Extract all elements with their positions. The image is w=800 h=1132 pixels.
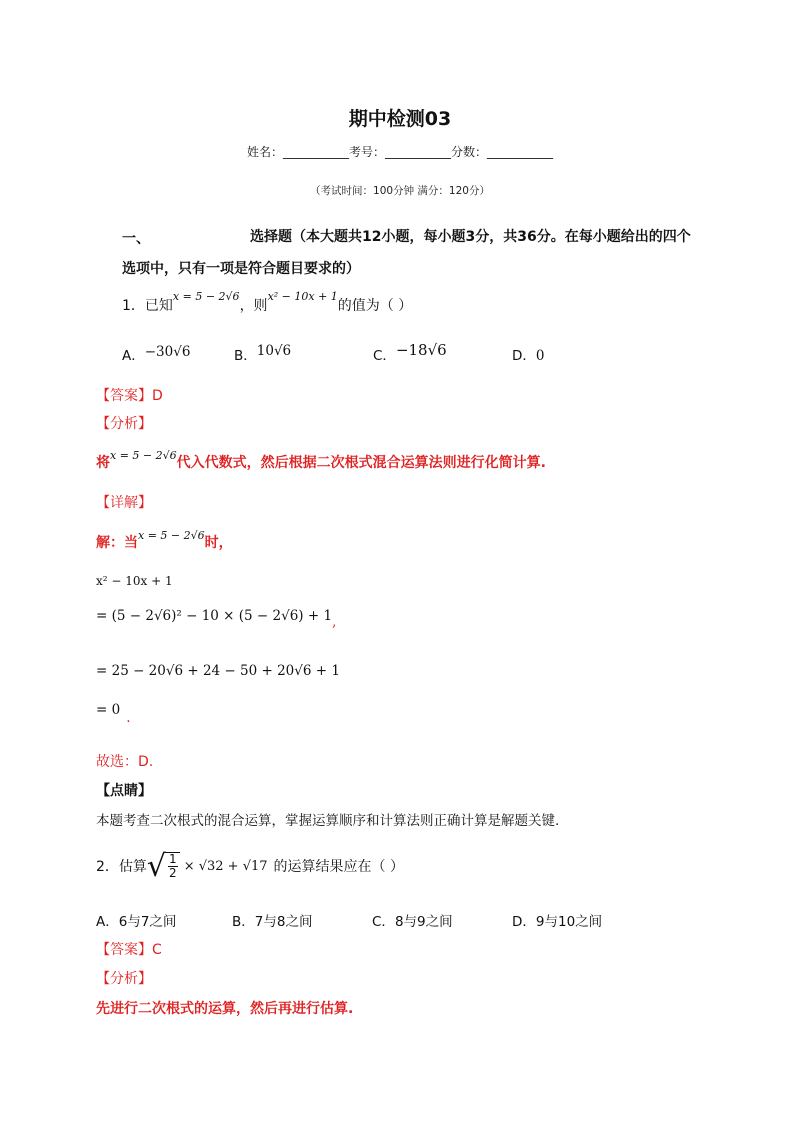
solution-math: x = 5 − 2√6 [138, 529, 205, 542]
question-2 [96, 846, 404, 886]
q1-analysis-tag: 【分析】 [96, 416, 152, 432]
q2-option-c [372, 910, 453, 930]
solution-suffix: 时， [204, 535, 233, 551]
section-heading-line1: 选择题（本大题共12小题，每小题3分，共36分。在每小题给出的四个 [250, 229, 691, 245]
solution-step-2 [96, 608, 337, 630]
q2-analysis-text: 先进行二次根式的运算，然后再进行估算. [96, 1001, 354, 1017]
q1-solution-intro [96, 529, 233, 552]
analysis-prefix: 将 [96, 455, 110, 471]
q1-expression: x² − 10x + 1 [267, 290, 338, 303]
q2-suffix: 的运算结果应在（ ） [273, 859, 404, 875]
q2-prefix: 2．估算 [96, 859, 147, 875]
q1-prefix: 1．已知 [122, 298, 173, 314]
solution-prefix: 解：当 [96, 535, 138, 551]
option-label: A． [96, 914, 119, 930]
option-label: C． [372, 914, 395, 930]
option-value: −30√6 [144, 344, 191, 360]
q1-conclusion: 故选：D. [96, 754, 154, 770]
sqrt-sign: √ [146, 848, 167, 884]
option-value: 7与8之间 [254, 914, 313, 930]
step-mark: , [332, 614, 337, 630]
q1-analysis [96, 449, 546, 472]
option-value: 6与7之间 [118, 914, 177, 930]
option-value: 0 [535, 348, 545, 364]
q1-option-c [373, 341, 447, 364]
option-label: A． [122, 348, 145, 364]
fraction-denominator: 2 [169, 866, 177, 880]
q2-analysis-tag: 【分析】 [96, 971, 152, 987]
option-label: C． [373, 348, 396, 364]
q2-expression: × √32 + √17 [183, 858, 268, 874]
q1-condition: x = 5 − 2√6 [172, 290, 240, 303]
q1-detail-tag: 【详解】 [96, 495, 152, 511]
q2-option-b [232, 910, 312, 930]
q1-comment-tag: 【点睛】 [96, 783, 152, 799]
q1-answer: 【答案】D [96, 388, 163, 404]
q1-option-a [122, 344, 190, 364]
q1-suffix: 的值为（ ） [337, 298, 413, 314]
solution-step-1: x² − 10x + 1 [96, 574, 173, 588]
option-label: B． [232, 914, 255, 930]
option-value: −18√6 [395, 341, 447, 359]
student-info-line: 姓名：___________考号：___________分数：___________ [246, 145, 553, 159]
q1-comment-text: 本题考查二次根式的混合运算，掌握运算顺序和计算法则正确计算是解题关键. [96, 813, 560, 829]
section-heading-line2: 选项中，只有一项是符合题目要求的） [122, 261, 360, 277]
option-label: D． [512, 914, 536, 930]
option-value: 8与9之间 [394, 914, 453, 930]
q1-option-b [234, 344, 291, 364]
q2-option-d [512, 910, 602, 930]
option-value: 9与10之间 [535, 914, 603, 930]
fraction-numerator: 1 [169, 852, 177, 866]
option-label: B． [234, 348, 257, 364]
question-1 [122, 290, 413, 315]
q2-fraction [166, 852, 180, 880]
q1-option-d [512, 344, 545, 364]
solution-step-4 [96, 702, 131, 726]
analysis-text: 代入代数式，然后根据二次根式混合运算法则进行化简计算. [176, 455, 546, 471]
section-number: 一、 [122, 231, 150, 247]
exam-time-info: （考试时间：100分钟 满分：120分） [310, 185, 490, 197]
q1-mid: ，则 [239, 298, 268, 314]
option-value: 10√6 [256, 343, 292, 359]
step-text: = 0 [96, 702, 121, 718]
solution-step-3: = 25 − 20√6 + 24 − 50 + 20√6 + 1 [96, 663, 340, 679]
analysis-math: x = 5 − 2√6 [110, 449, 177, 462]
step-mark: . [126, 710, 131, 726]
q2-answer: 【答案】C [96, 942, 162, 958]
option-label: D． [512, 348, 536, 364]
q2-option-a [96, 910, 176, 930]
step-text: = (5 − 2√6)² − 10 × (5 − 2√6) + 1 [96, 608, 333, 624]
page-title: 期中检测03 [348, 108, 452, 130]
